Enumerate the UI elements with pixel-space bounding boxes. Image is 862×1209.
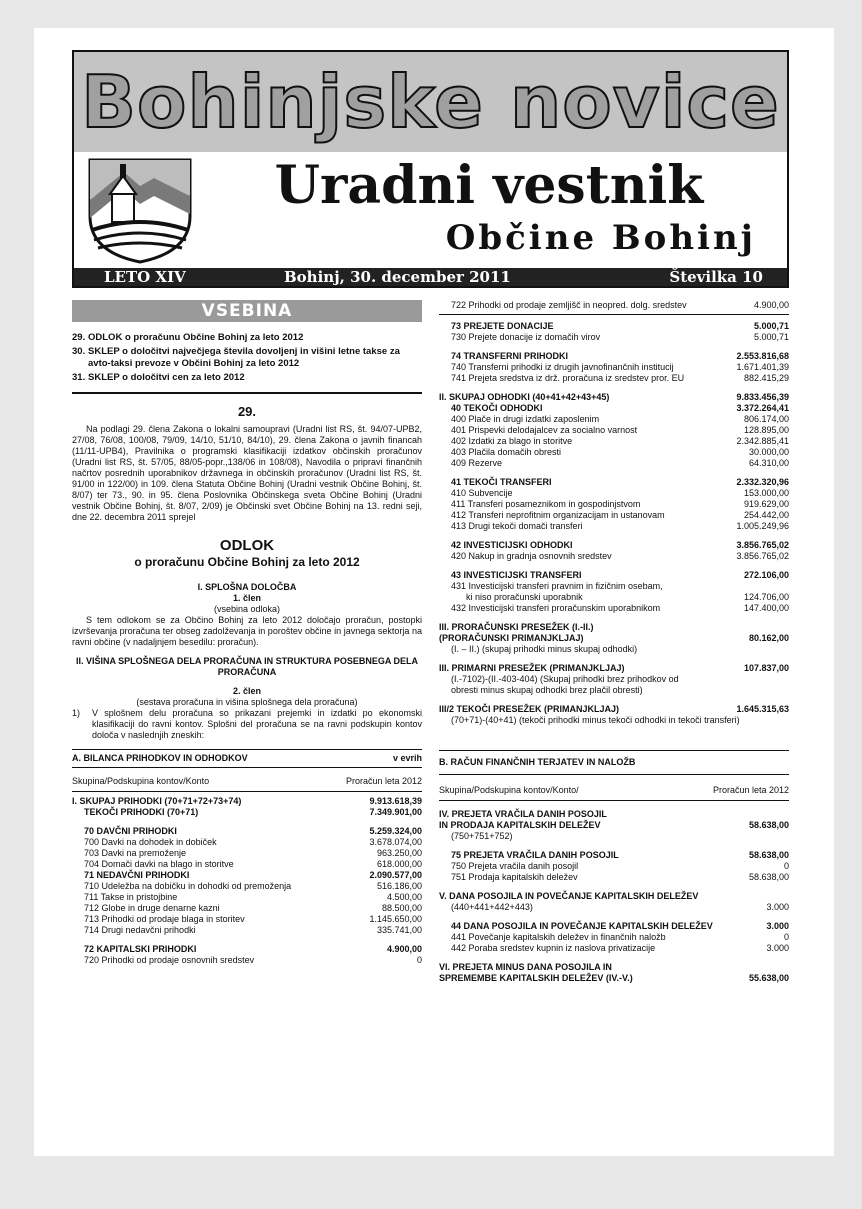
row-label: 420 Nakup in gradnja osnovnih sredstev	[451, 551, 612, 561]
row-value: 2.553.816,68	[736, 351, 789, 361]
row-label: 750 Prejeta vračila danih posojil	[451, 861, 579, 871]
masthead-banner	[74, 52, 787, 152]
table-row	[72, 903, 422, 914]
row-spacer	[72, 936, 422, 944]
table-row	[72, 955, 422, 966]
row-value: 107.837,00	[743, 663, 789, 673]
row-value: 919.629,00	[743, 499, 789, 509]
row-value: 9.833.456,39	[736, 392, 789, 402]
row-label: 441 Povečanje kapitalskih deležev in finančnih naložb	[451, 932, 666, 942]
row-label: I. SKUPAJ PRIHODKI (70+71+72+73+74)	[72, 796, 242, 806]
table-row	[439, 436, 789, 447]
left-column	[72, 300, 422, 966]
row-value: 2.332.320,96	[736, 477, 789, 487]
table-row	[72, 848, 422, 859]
row-value	[783, 715, 789, 726]
row-label: SPREMEMBE KAPITALSKIH DELEŽEV (IV.-V.)	[439, 973, 633, 983]
table-row	[72, 881, 422, 892]
table-row	[439, 861, 789, 872]
row-value: 124.706,00	[743, 592, 789, 602]
row-label: III. PRORAČUNSKI PRESEŽEK (I.-II.)	[439, 622, 594, 632]
row-label: 71 NEDAVČNI PRIHODKI	[84, 870, 190, 880]
decree-subtitle: o proračunu Občine Bohinj za leto 2012	[134, 555, 360, 569]
table-row	[439, 581, 789, 592]
table-row	[72, 807, 422, 818]
row-value: 3.678.074,00	[369, 837, 422, 847]
table-row	[439, 510, 789, 521]
contents-item-number: 29.	[72, 332, 86, 343]
issue-number: Številka 10	[669, 268, 763, 286]
row-value: 2.090.577,00	[369, 870, 422, 880]
row-value	[783, 622, 789, 633]
table-row	[72, 892, 422, 903]
row-value: 1.645.315,63	[736, 704, 789, 714]
row-label: 740 Transferni prihodki iz drugih javnofinančnih institucij	[451, 362, 674, 372]
row-value	[783, 962, 789, 973]
row-spacer	[439, 614, 789, 622]
section-2-heading: II. VIŠINA SPLOŠNEGA DELA PRORAČUNA IN STRUKTURA POSEBNEGA DELA PRORAČUNA	[75, 656, 419, 677]
row-label: IV. PREJETA VRAČILA DANIH POSOJIL	[439, 809, 607, 819]
masthead-info-bar	[74, 268, 787, 286]
row-value: 5.259.324,00	[369, 826, 422, 836]
row-value: 4.900,00	[753, 300, 789, 310]
table-row	[439, 392, 789, 403]
section-1-heading: I. SPLOŠNA DOLOČBA	[197, 582, 297, 592]
table-b-header-row	[439, 775, 789, 801]
row-spacer	[439, 696, 789, 704]
row-value: 2.342.885,41	[736, 436, 789, 446]
row-label: 710 Udeležba na dobičku in dohodki od premoženja	[84, 881, 292, 891]
masthead-middle	[74, 152, 787, 268]
row-value: 147.400,00	[743, 603, 789, 613]
issue-date: Bohinj, 30. december 2011	[284, 268, 511, 286]
row-label: II. SKUPAJ ODHODKI (40+41+42+43+45)	[439, 392, 610, 402]
row-value: 88.500,00	[381, 903, 422, 913]
contents-item-text: SKLEP o določitvi cen za leto 2012	[88, 372, 245, 383]
row-label: 44 DANA POSOJILA IN POVEČANJE KAPITALSKIH DELEŽEV	[451, 921, 713, 931]
table-row	[439, 551, 789, 562]
table-row	[439, 902, 789, 913]
clause-1-heading: 1. člen	[232, 593, 261, 603]
row-value: 3.856.765,02	[736, 540, 789, 550]
table-b-col-budget: Proračun leta 2012	[712, 785, 789, 795]
row-value: 1.145.650,00	[369, 914, 422, 924]
row-label: 713 Prihodki od prodaje blaga in storitev	[84, 914, 245, 924]
clause-2-subheading: (sestava proračuna in višina splošnega dela proračuna)	[136, 697, 358, 707]
row-label: 400 Plače in drugi izdatki zaposlenim	[451, 414, 600, 424]
table-row	[72, 796, 422, 807]
masthead-municipality: Občine Bohinj	[445, 218, 756, 258]
clause-2-text: V splošnem delu proračuna so prikazani prejemki in izdatki po ekonomski klasifikaciji do ravni kontov. Splošni del proračuna se na ravni podskupin kontov določa v naslednjih zneskih:	[92, 708, 422, 740]
row-value: 618.000,00	[376, 859, 422, 869]
table-a-title-row	[72, 750, 422, 768]
row-value: 153.000,00	[743, 488, 789, 498]
table-row	[439, 521, 789, 532]
contents-list	[72, 332, 422, 384]
row-label: 431 Investicijski transferi pravnim in fizičnim osebam,	[451, 581, 663, 591]
table-row	[439, 425, 789, 436]
row-value: 254.442,00	[743, 510, 789, 520]
row-label: 74 TRANSFERNI PRIHODKI	[451, 351, 569, 361]
row-value: 272.106,00	[743, 570, 789, 580]
table-b-col-account: Skupina/Podskupina kontov/Konto/	[439, 785, 579, 795]
table-row	[439, 644, 789, 655]
row-label: 40 TEKOČI ODHODKI	[451, 403, 543, 413]
table-row	[439, 373, 789, 384]
row-label: 401 Prispevki delodajalcev za socialno varnost	[451, 425, 638, 435]
row-value: 4.900,00	[386, 944, 422, 954]
row-spacer	[439, 469, 789, 477]
right-column	[439, 300, 789, 984]
row-value: 3.000	[766, 902, 789, 912]
row-label: 432 Investicijski transferi proračunskim uporabnikom	[451, 603, 661, 613]
row-label: VI. PREJETA MINUS DANA POSOJILA IN	[439, 962, 612, 972]
row-label: (I.-7102)-(II.-403-404) (Skupaj prihodki brez prihodkov od	[451, 674, 679, 684]
contents-item[interactable]	[72, 346, 422, 370]
table-a-col-account: Skupina/Podskupina kontov/Konto	[72, 776, 210, 786]
row-label: (70+71)-(40+41) (tekoči prihodki minus tekoči odhodki in tekoči transferi)	[451, 715, 740, 725]
row-spacer	[439, 343, 789, 351]
table-row	[72, 826, 422, 837]
row-spacer	[439, 954, 789, 962]
row-label: 73 PREJETE DONACIJE	[451, 321, 554, 331]
table-row	[439, 622, 789, 633]
row-value: 0	[783, 932, 789, 942]
table-a-continued	[439, 300, 789, 726]
table-b-title: B. RAČUN FINANČNIH TERJATEV IN NALOŽB	[439, 757, 636, 767]
table-row	[439, 488, 789, 499]
row-label: 43 INVESTICIJSKI TRANSFERI	[451, 570, 582, 580]
table-row	[439, 477, 789, 488]
table-row	[439, 921, 789, 932]
row-value: 335.741,00	[376, 925, 422, 935]
table-a-header-row	[72, 768, 422, 792]
row-spacer	[72, 818, 422, 826]
clause-2-paragraph	[72, 708, 422, 741]
row-value: 7.349.901,00	[369, 807, 422, 817]
row-label: 741 Prejeta sredstva iz drž. proračuna iz sredstev pror. EU	[451, 373, 685, 383]
masthead	[72, 50, 789, 288]
row-value: 516.186,00	[376, 881, 422, 891]
row-label: 41 TEKOČI TRANSFERI	[451, 477, 552, 487]
table-row	[439, 962, 789, 973]
row-label: 714 Drugi nedavčni prihodki	[84, 925, 196, 935]
row-value: 1.671.401,39	[736, 362, 789, 372]
row-label: 402 Izdatki za blago in storitve	[451, 436, 573, 446]
row-label: 410 Subvencije	[451, 488, 513, 498]
table-row	[72, 944, 422, 955]
row-label: III/2 TEKOČI PRESEŽEK (PRIMANJKLJAJ)	[439, 704, 620, 714]
clause-1-subheading: (vsebina odloka)	[213, 604, 281, 614]
row-spacer	[439, 655, 789, 663]
row-value	[783, 809, 789, 820]
table-row	[439, 414, 789, 425]
row-label: (PRORAČUNSKI PRIMANJKLJAJ)	[439, 633, 584, 643]
row-label: III. PRIMARNI PRESEŽEK (PRIMANJKLJAJ)	[439, 663, 625, 673]
table-a-title: A. BILANCA PRIHODKOV IN ODHODKOV	[72, 753, 248, 763]
row-label: 42 INVESTICIJSKI ODHODKI	[451, 540, 573, 550]
preamble-text: Na podlagi 29. člena Zakona o lokalni samoupravi (Uradni list RS, št. 94/07-UPB2, 27/08, 76/08, 100/08, 79/09, 14/10, 51/10, 84/10), 29. člena Zakona o javnih financah (11/11-UPB4), Pravilnika o programski klasifikaciji izdatkov občinskih proračunov (Uradni list RS, št. 57/05, 88/05-popr.,138/06 in 108/08), Navodila o pripravi finančnih načrtov posrednih uporabnikov državnega in občinskih proračunov (Uradni list RS, št. 91/00 in 122/00) in 109. člena Statuta Občine Bohinj (Uradni vestnik Občine Bohinj, št. 8/07) ter 73., 90. in 95. člena Poslovnika Občinskega sveta Občine Bohinj (Uradni vestnik Občine Bohinj, št. 8/07, 2/09) je Občinski svet Občine Bohinj na 13. redni seji, dne 22. decembra 2011 sprejel	[72, 424, 422, 522]
table-row	[439, 674, 789, 685]
table-row	[439, 973, 789, 984]
row-label: 751 Prodaja kapitalskih deležev	[451, 872, 578, 882]
row-label: 720 Prihodki od prodaje osnovnih sredstev	[84, 955, 255, 965]
row-value: 55.638,00	[748, 973, 789, 983]
divider	[72, 392, 422, 394]
row-value: 963.250,00	[376, 848, 422, 858]
row-value: 3.000	[766, 921, 789, 931]
newspaper-title: Bohinjske novice	[81, 60, 780, 144]
table-a-body	[72, 796, 422, 966]
table-row	[439, 403, 789, 414]
table-row	[439, 362, 789, 373]
table-a-col-budget: Proračun leta 2012	[345, 776, 422, 786]
table-row	[439, 332, 789, 343]
row-label: 722 Prihodki od prodaje zemljišč in neopred. dolg. sredstev	[451, 300, 687, 310]
row-label: 700 Davki na dohodek in dobiček	[84, 837, 217, 847]
contents-item[interactable]	[72, 372, 422, 384]
row-label: 442 Poraba sredstev kupnin iz naslova privatizacije	[451, 943, 656, 953]
row-label: 703 Davki na premoženje	[84, 848, 187, 858]
table-row	[439, 809, 789, 820]
row-value	[783, 685, 789, 696]
row-label: (750+751+752)	[451, 831, 513, 841]
row-label: 412 Transferi neprofitnim organizacijam in ustanovam	[451, 510, 665, 520]
row-value: 64.310,00	[748, 458, 789, 468]
row-value: 0	[416, 955, 422, 965]
coat-of-arms-icon	[84, 156, 196, 264]
table-b-body	[439, 809, 789, 984]
row-value: 128.895,00	[743, 425, 789, 435]
table-row	[439, 540, 789, 551]
row-label: obresti minus skupaj odhodki brez plačil obresti)	[451, 685, 643, 695]
row-label: (440+441+442+443)	[451, 902, 533, 912]
table-row	[72, 859, 422, 870]
row-label: 413 Drugi tekoči domači transferi	[451, 521, 583, 531]
row-value	[783, 891, 789, 902]
row-value: 80.162,00	[748, 633, 789, 643]
row-value: 1.005.249,96	[736, 521, 789, 531]
row-label: 75 PREJETA VRAČILA DANIH POSOJIL	[451, 850, 619, 860]
row-label: 70 DAVČNI PRIHODKI	[84, 826, 177, 836]
row-value: 5.000,71	[753, 321, 789, 331]
contents-item-text: SKLEP o določitvi največjega števila dovoljenj in višini letne takse za avto-taksi prevoze v Občini Bohinj za leto 2012	[88, 346, 400, 369]
table-row	[439, 351, 789, 362]
table-row	[439, 685, 789, 696]
row-value: 5.000,71	[753, 332, 789, 342]
table-row	[439, 603, 789, 614]
row-value	[783, 644, 789, 655]
row-value: 882.415,29	[743, 373, 789, 383]
table-row	[439, 891, 789, 902]
row-value: 9.913.618,39	[369, 796, 422, 806]
row-label: 711 Takse in pristojbine	[84, 892, 178, 902]
row-label: ki niso proračunski uporabnik	[451, 592, 583, 602]
clause-2-heading: 2. člen	[232, 686, 261, 696]
row-label: TEKOČI PRIHODKI (70+71)	[84, 807, 199, 817]
table-row	[439, 872, 789, 883]
table-row	[72, 914, 422, 925]
table-a-unit: v evrih	[392, 753, 422, 763]
row-label: 409 Rezerve	[451, 458, 503, 468]
masthead-subtitle: Uradni vestnik	[274, 155, 704, 216]
row-label: 712 Globe in druge denarne kazni	[84, 903, 220, 913]
table-row	[439, 820, 789, 831]
table-row	[72, 837, 422, 848]
row-value: 4.500,00	[386, 892, 422, 902]
table-row	[439, 447, 789, 458]
table-row	[439, 704, 789, 715]
row-value	[783, 581, 789, 592]
decree-title: ODLOK	[219, 537, 275, 554]
table-row	[439, 570, 789, 581]
table-row	[439, 663, 789, 674]
contents-item-number: 30.	[72, 346, 86, 357]
row-spacer	[439, 913, 789, 921]
row-value: 58.638,00	[748, 820, 789, 830]
table-row	[439, 499, 789, 510]
table-row	[439, 321, 789, 332]
row-value: 3.856.765,02	[736, 551, 789, 561]
table-row	[439, 592, 789, 603]
row-label: V. DANA POSOJILA IN POVEČANJE KAPITALSKIH DELEŽEV	[439, 891, 699, 901]
clause-1-text: S tem odlokom se za Občino Bohinj za leto 2012 določajo proračun, postopki izvrševanja proračuna ter obseg zadolževanja in poroštev občine in javnega sektorja na ravni občine (v nadaljnjem besedilu: proračun).	[72, 615, 422, 647]
row-value	[783, 674, 789, 685]
clause-2-number: 1)	[72, 708, 81, 718]
row-label: 72 KAPITALSKI PRIHODKI	[84, 944, 197, 954]
contents-item-number: 31.	[72, 372, 86, 383]
row-value: 3.372.264,41	[736, 403, 789, 413]
row-spacer	[439, 883, 789, 891]
contents-item-text: ODLOK o proračunu Občine Bohinj za leto 2012	[88, 332, 304, 343]
table-row	[439, 633, 789, 644]
row-label: 704 Domači davki na blago in storitve	[84, 859, 234, 869]
row-spacer	[439, 562, 789, 570]
row-value: 58.638,00	[748, 850, 789, 860]
table-b-title-row	[439, 751, 789, 775]
row-value: 58.638,00	[748, 872, 789, 882]
table-row	[439, 831, 789, 842]
table-row	[72, 870, 422, 881]
row-label: 403 Plačila domačih obresti	[451, 447, 562, 457]
row-label: (I. – II.) (skupaj prihodki minus skupaj odhodki)	[451, 644, 638, 654]
table-row	[439, 943, 789, 954]
volume-label: LETO XIV	[104, 268, 186, 286]
row-label: IN PRODAJA KAPITALSKIH DELEŽEV	[439, 820, 601, 830]
row-label: 411 Transferi posameznikom in gospodinjstvom	[451, 499, 641, 509]
table-row	[439, 932, 789, 943]
article-number: 29.	[237, 404, 257, 419]
row-spacer	[439, 532, 789, 540]
row-value	[783, 831, 789, 842]
table-row	[439, 458, 789, 469]
row-spacer	[439, 384, 789, 392]
table-row	[439, 300, 789, 311]
row-value: 3.000	[766, 943, 789, 953]
row-spacer	[439, 842, 789, 850]
table-row	[439, 715, 789, 726]
row-value: 806.174,00	[743, 414, 789, 424]
contents-heading: VSEBINA	[72, 300, 422, 322]
contents-item[interactable]	[72, 332, 422, 344]
row-value: 0	[783, 861, 789, 871]
table-row	[439, 850, 789, 861]
row-label: 730 Prejete donacije iz domačih virov	[451, 332, 601, 342]
row-divider	[439, 314, 789, 315]
row-value: 30.000,00	[748, 447, 789, 457]
table-row	[72, 925, 422, 936]
